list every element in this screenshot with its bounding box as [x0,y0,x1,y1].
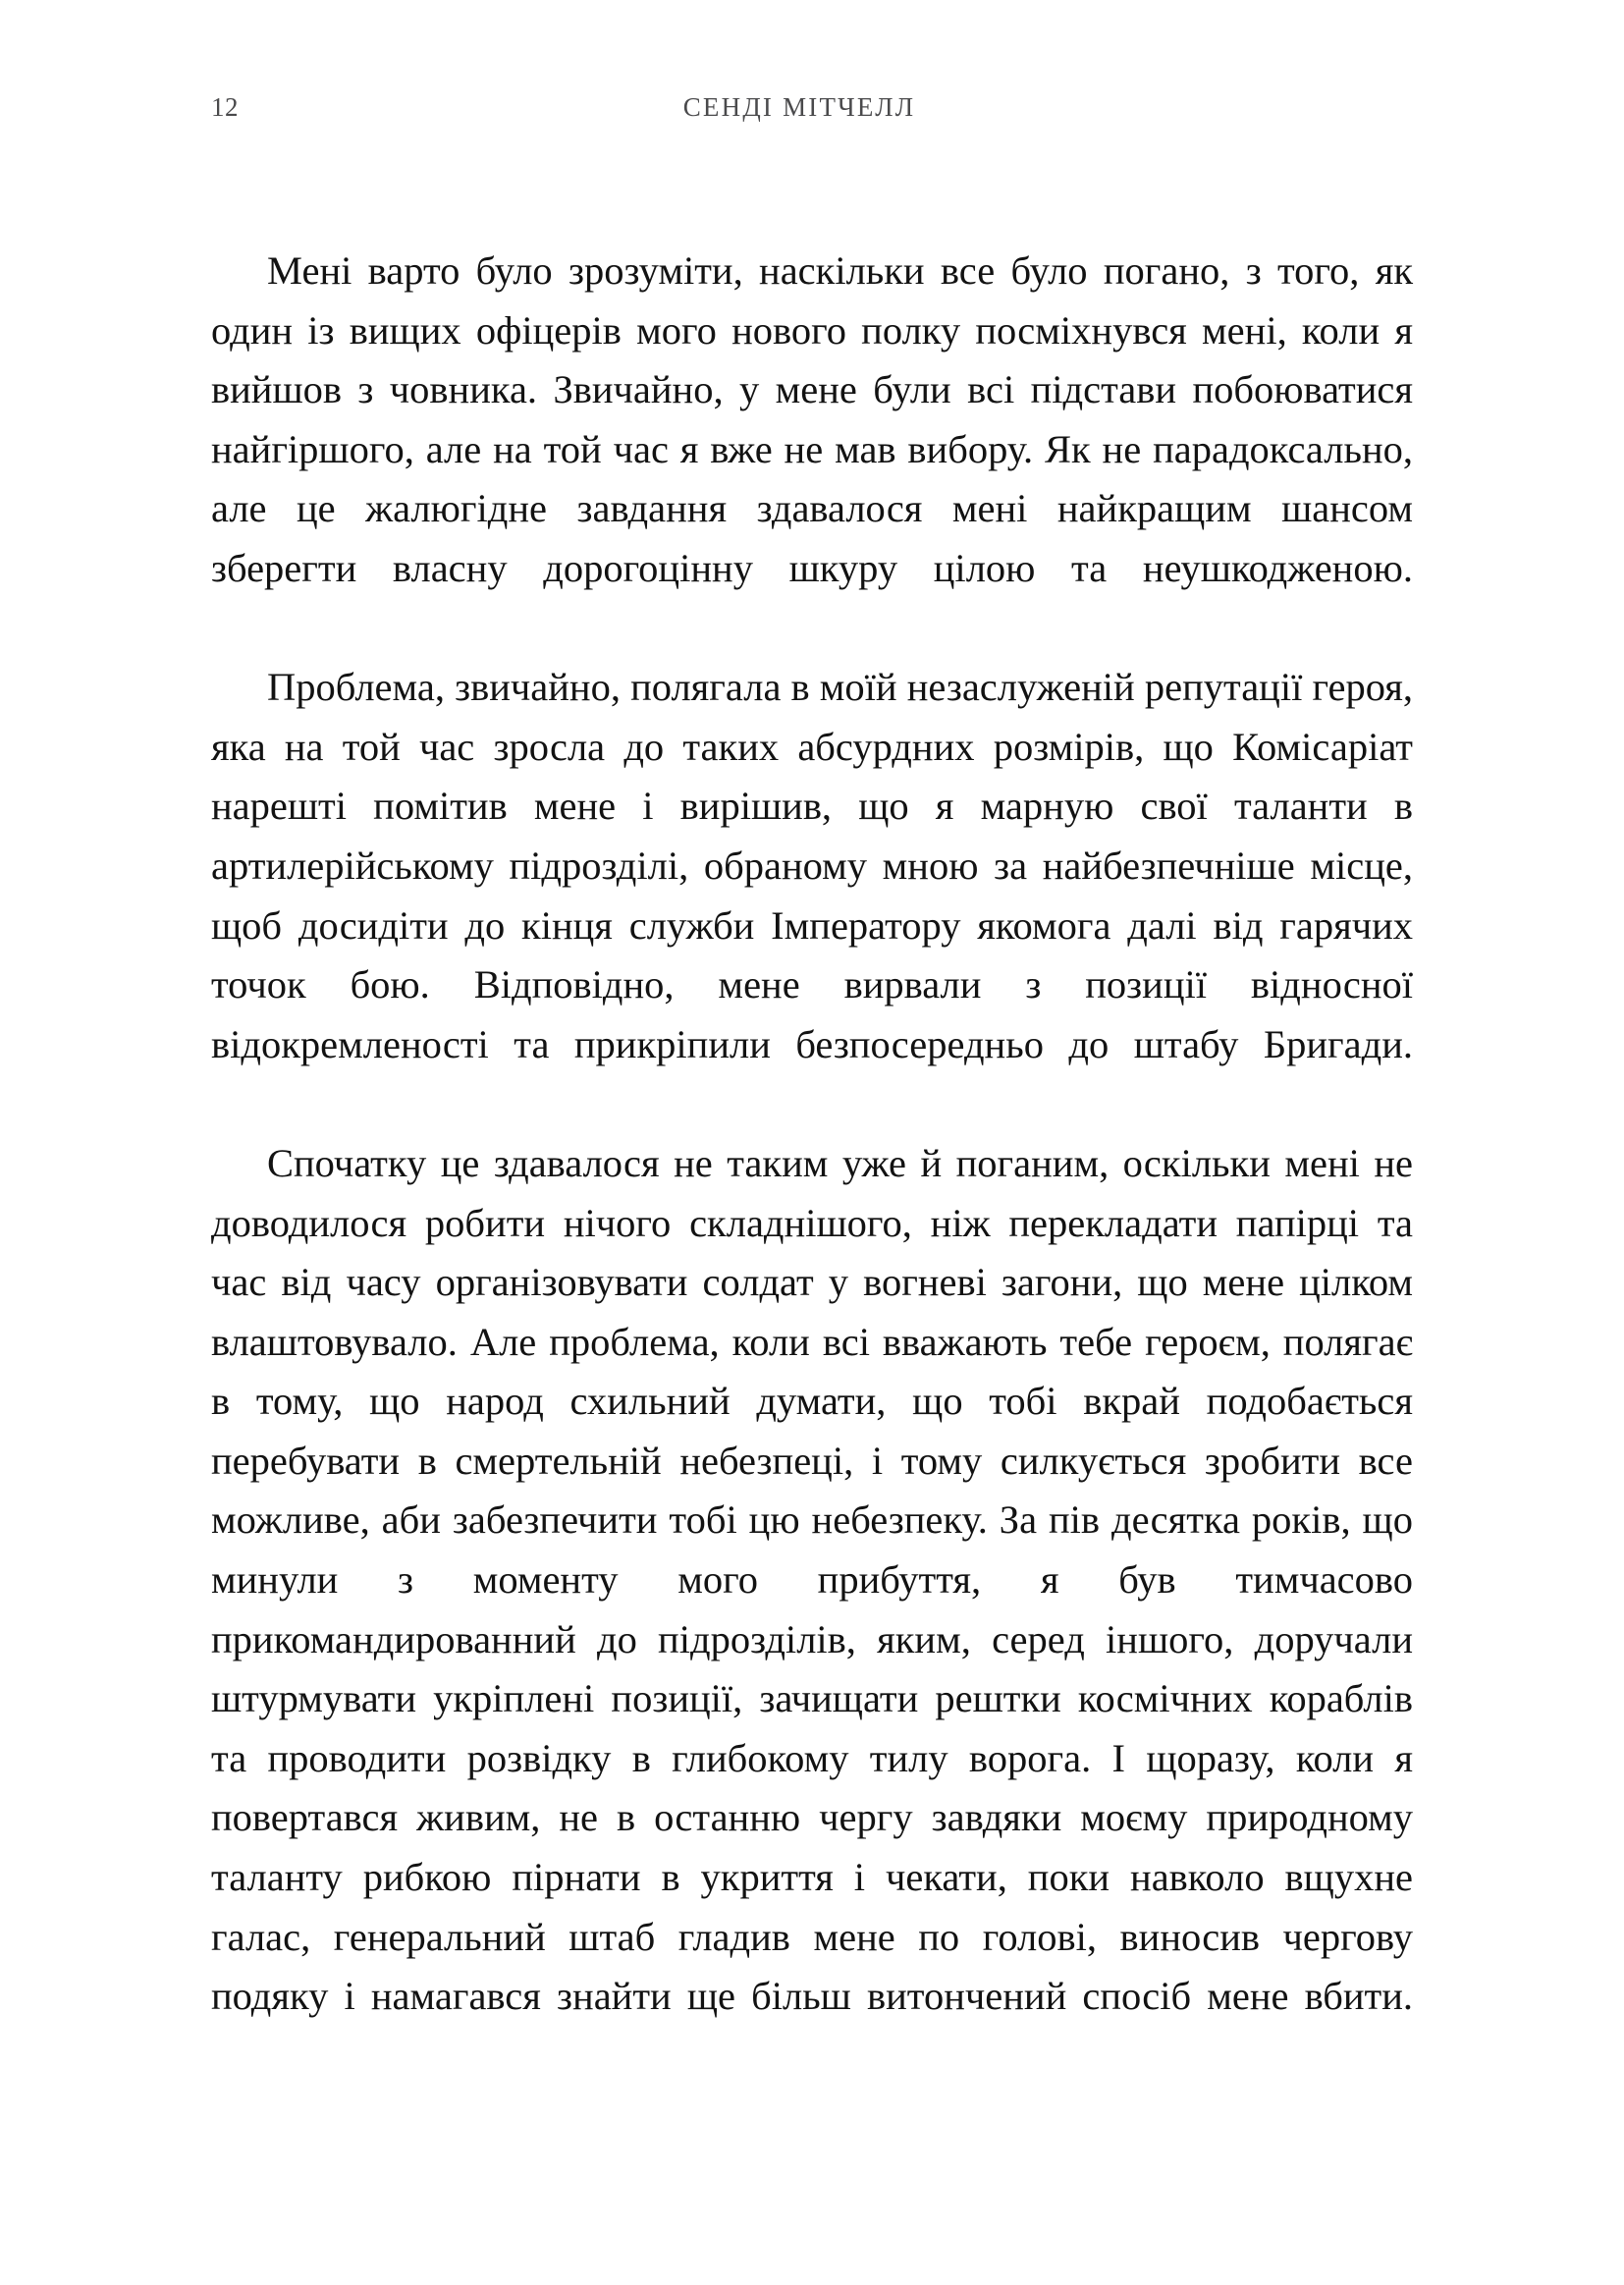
paragraph: Мені варто було зрозуміти, наскільки все було погано, з того, як один із вищих офіцерів мого нового полку посміхнувся мені, коли я вийшов з човника. Звичайно, у мене були всі підстави побоюватися найгіршого, але на той час я вже не мав вибору. Як не парадоксально, але це жалюгідне завдання здавалося мені найкращим шансом зберегти власну дорогоцінну шкуру цілою та неушкодженою. [211,248,1413,590]
body-text-block [211,242,1413,2086]
running-head-title: СЕНДІ МІТЧЕЛЛ [682,92,916,122]
paragraph: Спочатку це здавалося не таким уже й поганим, оскільки мені не доводилося робити нічого складнішого, ніж перекладати папірці та час від часу організовувати солдат у вогневі загони, що мене цілком влаштовувало. Але проблема, коли всі вважають тебе героєм, полягає в тому, що народ схильний думати, що тобі вкрай подобається перебувати в смертельній небезпеці, і тому силкується зробити все можливе, аби забезпечити тобі цю небезпеку. За пів десятка років, що минули з моменту мого прибуття, я був тимчасово прикомандированний до підрозділів, яким, серед іншого, доручали штурмувати укріплені позиції, зачищати рештки космічних кораблів та проводити розвідку в глибокому тилу ворога. І щоразу, коли я повертався живим, не в останню чергу завдяки моєму природному таланту рибкою пірнати в укриття і чекати, поки навколо вщухне галас, генеральний штаб гладив мене по голові, виносив чергову подяку і намагався знайти ще більш витончений спосіб мене вбити. [211,1140,1413,2019]
page-number: 12 [211,92,239,122]
paragraph: Проблема, звичайно, полягала в моїй незаслуженій репутації героя, яка на той час зросла до таких абсурдних розмірів, що Комісаріат нарешті помітив мене і вирішив, що я марную свої таланти в артилерійському підрозділі, обраному мною за найбезпечніше місце, щоб досидіти до кінця служби Імператору якомога далі від гарячих точок бою. Відповідно, мене вирвали з позиції відносної відокремленості та прикріпили безпосередньо до штабу Бригади. [211,665,1413,1066]
running-head [211,94,1413,134]
